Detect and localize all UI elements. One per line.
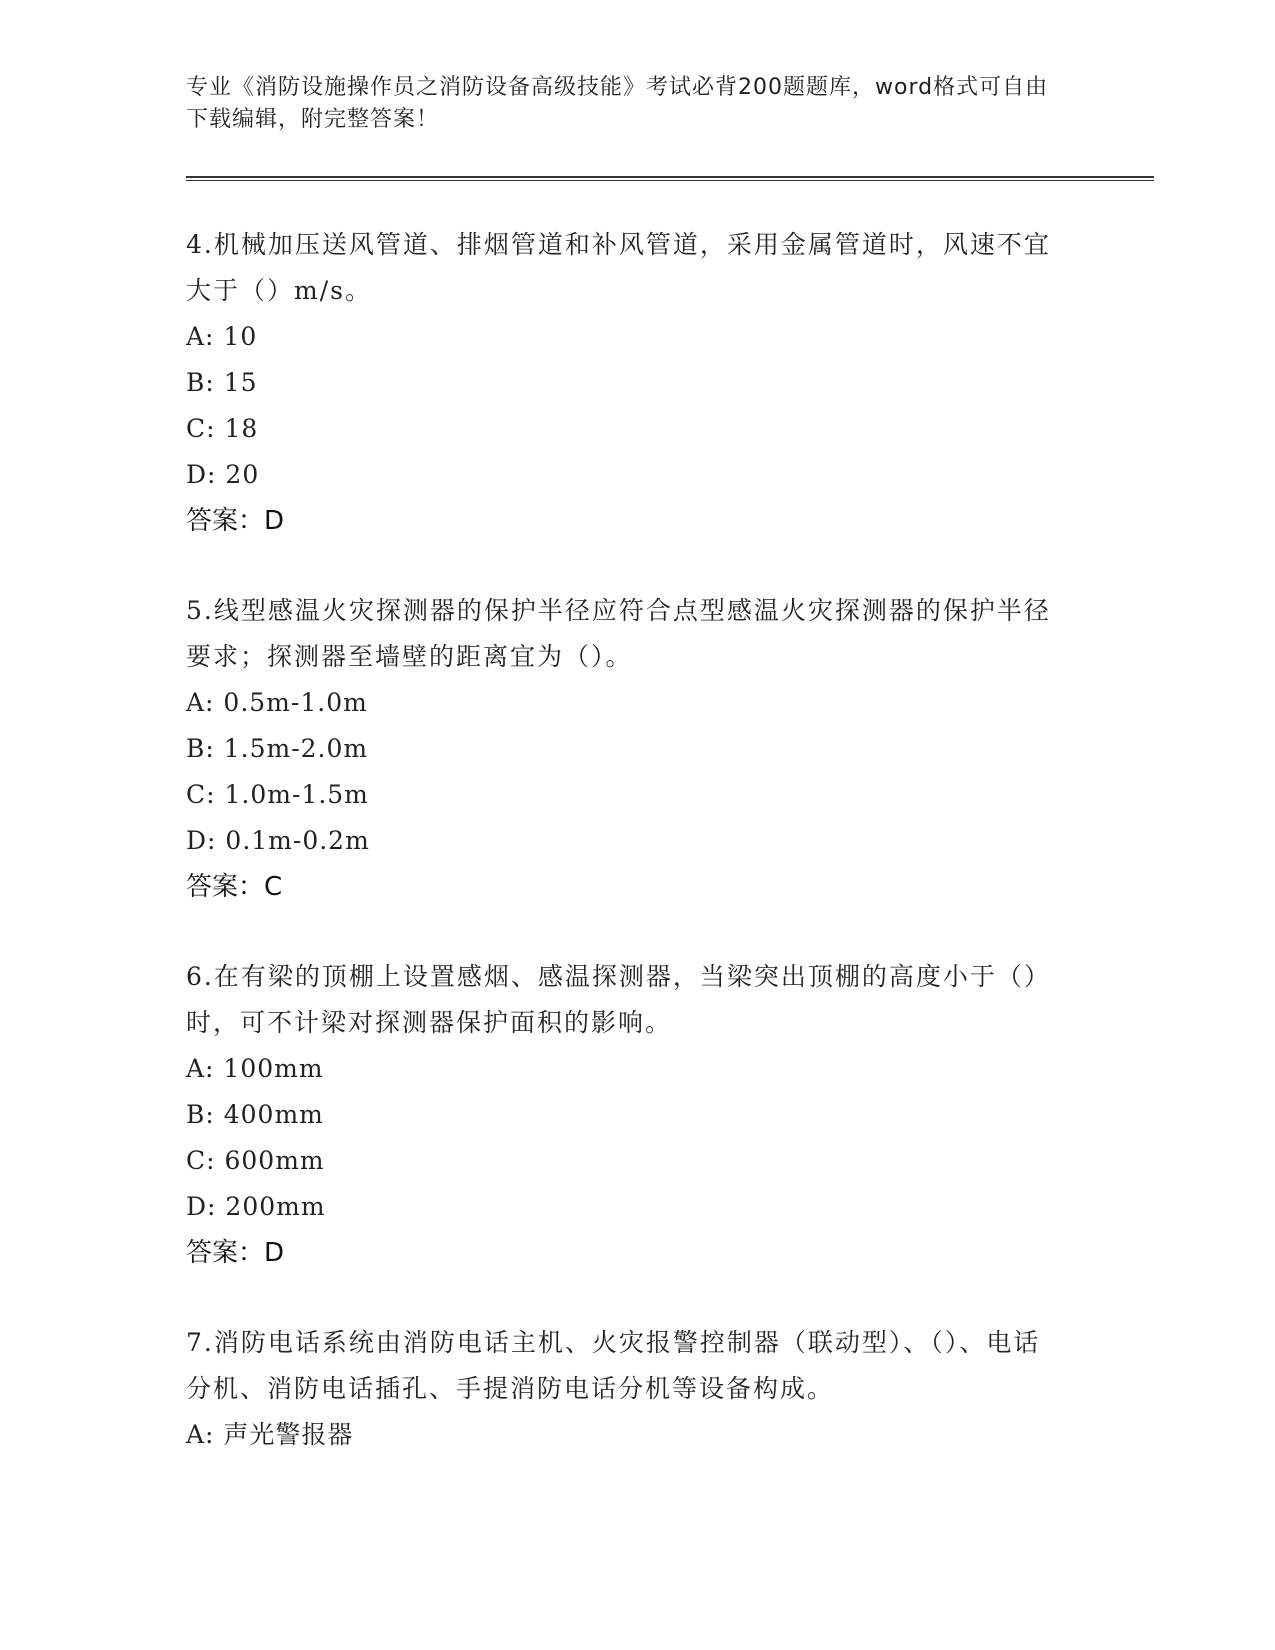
answer-line: 答案：D — [186, 506, 285, 536]
option-c: C: 600mm — [186, 1146, 325, 1175]
header-divider — [186, 176, 1154, 181]
question-6 — [186, 954, 1066, 1276]
question-4 — [186, 222, 1066, 544]
option-c: C: 18 — [186, 414, 259, 443]
option-b: B: 400mm — [186, 1100, 324, 1129]
option-d: D: 0.1m-0.2m — [186, 826, 370, 855]
question-stem: 4.机械加压送风管道、排烟管道和补风管道，采用金属管道时，风速不宜大于（）m/s。 — [186, 230, 1051, 305]
option-d: D: 20 — [186, 460, 260, 489]
option-a: A: 0.5m-1.0m — [186, 688, 368, 717]
question-7 — [186, 1320, 1066, 1458]
answer-line: 答案：D — [186, 1238, 285, 1268]
question-stem: 7.消防电话系统由消防电话主机、火灾报警控制器（联动型）、（）、电话分机、消防电话插孔、手提消防电话分机等设备构成。 — [186, 1328, 1041, 1403]
option-d: D: 200mm — [186, 1192, 326, 1221]
option-c: C: 1.0m-1.5m — [186, 780, 369, 809]
option-a: A: 100mm — [186, 1054, 324, 1083]
question-stem: 6.在有梁的顶棚上设置感烟、感温探测器，当梁突出顶棚的高度小于（）时，可不计梁对探测器保护面积的影响。 — [186, 962, 1051, 1037]
document-intro: 专业《消防设施操作员之消防设备高级技能》考试必背200题题库，word格式可自由下载编辑，附完整答案！ — [186, 75, 1049, 132]
question-5 — [186, 588, 1066, 910]
option-b: B: 15 — [186, 368, 258, 397]
answer-line: 答案：C — [186, 872, 283, 902]
option-b: B: 1.5m-2.0m — [186, 734, 369, 763]
option-a: A: 声光警报器 — [186, 1420, 354, 1449]
question-stem: 5.线型感温火灾探测器的保护半径应符合点型感温火灾探测器的保护半径要求；探测器至墙壁的距离宜为（）。 — [186, 596, 1051, 671]
option-a: A: 10 — [186, 322, 258, 351]
